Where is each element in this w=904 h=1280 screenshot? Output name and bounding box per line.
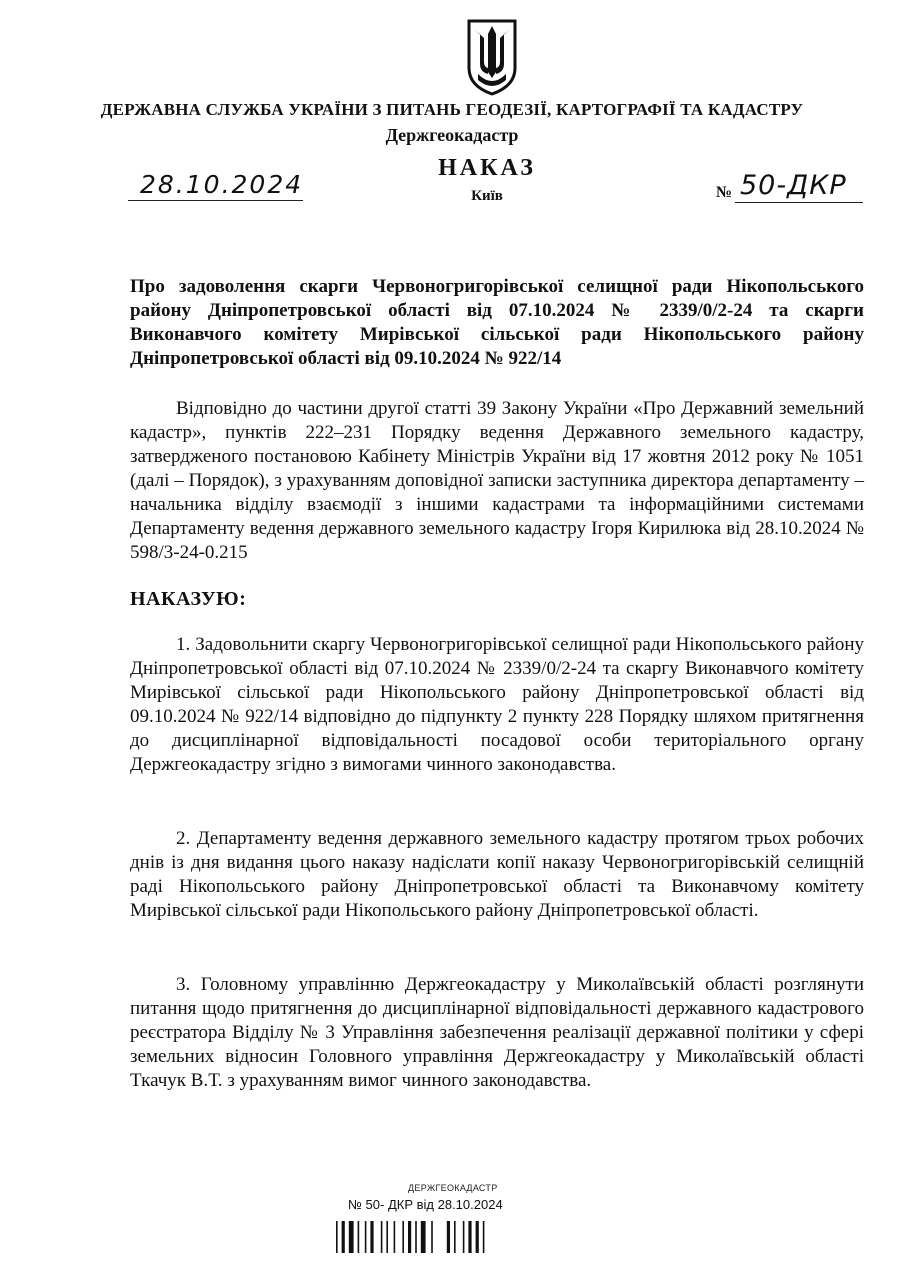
barcode-bar bbox=[358, 1221, 360, 1253]
order-subject: Про задоволення скарги Червоногригорівської селищної ради Нікопольського району Дніпропетровської області від 07.10.2024 № 2339/0/2-24 та скарги Виконавчого комітету Мирівської сільської ради Нікопольського району Дніпропетровської області від 09.10.2024 № 922/14 bbox=[130, 276, 864, 369]
number-sign: № bbox=[716, 184, 733, 201]
agency-short-name: Держгеокадастр bbox=[385, 125, 519, 145]
barcode-bar bbox=[408, 1221, 411, 1253]
barcode-bar bbox=[421, 1221, 426, 1253]
barcode-bar bbox=[394, 1221, 396, 1253]
barcode-bar bbox=[483, 1221, 485, 1253]
stamp-organization: ДЕРЖГЕОКАДАСТР bbox=[408, 1183, 498, 1193]
barcode-bar bbox=[349, 1221, 354, 1253]
barcode-bar bbox=[463, 1221, 465, 1253]
order-item-2: 2. Департаменту ведення державного земельного кадастру протягом трьох робочих днів із дня видання цього наказу надіслати копії наказу Червоногригорівській селищній раді Нікопольського району Дніпропетровської області та Виконавчому комітету Мирівської сільської ради Нікопольського району Дніпропетровської області. bbox=[130, 828, 864, 921]
document-date: 28.10.2024 bbox=[140, 170, 304, 199]
order-directive: НАКАЗУЮ: bbox=[130, 588, 247, 610]
barcode-bar bbox=[447, 1221, 450, 1253]
barcode-icon bbox=[330, 1219, 555, 1255]
document-city: Київ bbox=[471, 188, 503, 204]
barcode-bar bbox=[336, 1221, 338, 1253]
document-number: 50-ДКР bbox=[740, 170, 847, 201]
agency-name: ДЕРЖАВНА СЛУЖБА УКРАЇНИ З ПИТАНЬ ГЕОДЕЗІЇ, КАРТОГРАФІЇ ТА КАДАСТРУ bbox=[100, 100, 804, 119]
barcode-bar bbox=[454, 1221, 456, 1253]
document-type: НАКАЗ bbox=[438, 155, 536, 181]
barcode-bar bbox=[370, 1221, 373, 1253]
barcode-bar bbox=[386, 1221, 388, 1253]
trident-emblem-icon bbox=[466, 18, 518, 96]
barcode-bar bbox=[365, 1221, 367, 1253]
stamp-registration: № 50- ДКР від 28.10.2024 bbox=[348, 1197, 503, 1212]
barcode-bar bbox=[476, 1221, 479, 1253]
barcode-bar bbox=[415, 1221, 417, 1253]
order-item-3: 3. Головному управлінню Держгеокадастру у Миколаївській області розглянути питання щодо притягнення до дисциплінарної відповідальності державного кадастрового реєстратора Відділу № 3 Управління забезпечення реалізації державної політики у сфері земельних відносин Головного управління Держгеокадастру у Миколаївській області Ткачук В.Т. з урахуванням вимог чинного законодавства. bbox=[130, 974, 864, 1091]
barcode-bar bbox=[402, 1221, 404, 1253]
barcode-bar bbox=[381, 1221, 383, 1253]
order-preamble: Відповідно до частини другої статті 39 Закону України «Про Державний земельний кадастр», пунктів 222–231 Порядку ведення Державного земельного кадастру, затвердженого постановою Кабінету Міністрів України від 17 жовтня 2012 року № 1051 (далі – Порядок), з урахуванням доповідної записки заступника директора департаменту – начальника відділу взаємодії з іншими кадастрами та інформаційними системами Департаменту ведення державного земельного кадастру Ігоря Кирилюка від 28.10.2024 № 598/3-24-0.215 bbox=[130, 398, 864, 563]
order-item-1: 1. Задовольнити скаргу Червоногригорівської селищної ради Нікопольського району Дніпропетровської області від 07.10.2024 № 2339/0/2-24 та скаргу Виконавчого комітету Мирівської сільської ради Нікопольського району Дніпропетровської області від 09.10.2024 № 922/14 відповідно до підпункту 2 пункту 228 Порядку шляхом притягнення до дисциплінарної відповідальності посадової особи територіального органу Держгеокадастру згідно з вимогами чинного законодавства. bbox=[130, 634, 864, 775]
barcode-bar bbox=[431, 1221, 433, 1253]
barcode-bar bbox=[468, 1221, 471, 1253]
barcode-bar bbox=[342, 1221, 345, 1253]
